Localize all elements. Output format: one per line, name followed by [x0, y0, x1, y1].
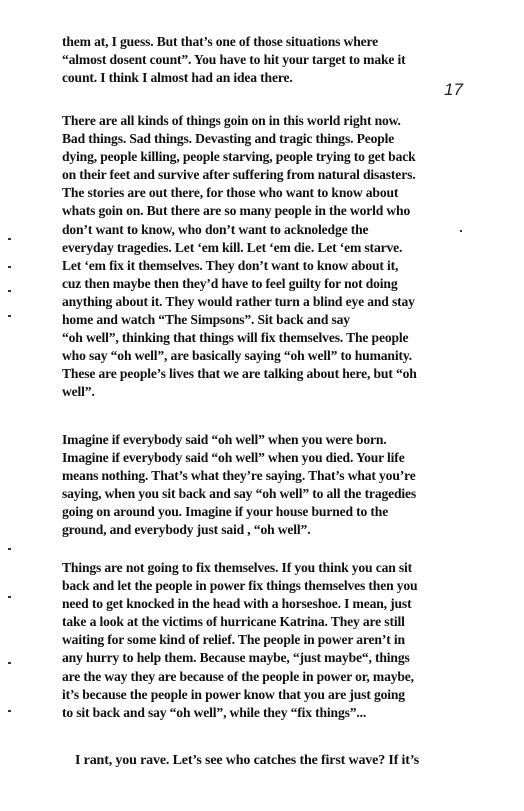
scan-speck — [460, 230, 462, 232]
text-line: take a look at the victims of hurricane Katrina. They are still — [62, 614, 405, 630]
text-line: on their feet and survive after suffering from natural disasters. — [62, 167, 416, 183]
scan-speck — [8, 596, 11, 598]
paragraph-2 — [62, 112, 417, 402]
text-line: don’t want to know, who don’t want to acknoledge the — [62, 221, 369, 237]
text-line: Bad things. Sad things. Devasting and tragic things. People — [62, 131, 395, 147]
scan-speck — [8, 315, 11, 317]
text-line: it’s because the people in power know that you are just going — [62, 686, 405, 702]
text-line: These are people’s lives that we are talking about here, but “oh — [62, 366, 417, 382]
text-line: “almost dosent count”. You have to hit your target to make it — [62, 52, 406, 68]
scan-speck — [8, 662, 11, 664]
text-line: The stories are out there, for those who want to know about — [62, 185, 399, 201]
text-line: whats goin on. But there are so many people in the world who — [62, 203, 411, 219]
text-line: “oh well”, thinking that things will fix themselves. The people — [62, 330, 409, 346]
text-line: There are all kinds of things goin on in this world right now. — [62, 113, 401, 128]
text-line: Things are not going to fix themselves. If you think you can sit — [62, 560, 413, 575]
text-line: them at, I guess. But that’s one of those situations where — [62, 34, 379, 49]
scan-speck — [8, 238, 11, 240]
page-number: 17 — [444, 80, 463, 99]
scan-speck — [8, 266, 11, 268]
text-line: waiting for some kind of relief. The people in power aren’t in — [62, 632, 405, 648]
paragraph-3 — [62, 431, 416, 540]
text-line: Imagine if everybody said “oh well” when you were born. — [62, 432, 387, 447]
scan-speck — [8, 710, 11, 712]
text-line: back and let the people in power fix things themselves then you — [62, 578, 418, 594]
text-line: well”. — [62, 384, 95, 400]
text-line: dying, people killing, people starving, people trying to get back — [62, 149, 416, 165]
text-line: to sit back and say “oh well”, while they “fix things”... — [62, 704, 367, 720]
text-line: I rant, you rave. Let’s see who catches the first wave? If it’s — [75, 753, 420, 768]
text-line: count. I think I almost had an idea there. — [62, 70, 293, 86]
text-line: going on around you. Imagine if your house burned to the — [62, 504, 389, 520]
text-line: cuz then maybe then they’d have to feel guilty for not doing — [62, 275, 398, 291]
text-line: are the way they are because of the people in power or, maybe, — [62, 668, 414, 684]
paragraph-5 — [75, 752, 419, 770]
text-line: ground, and everybody just said , “oh well”. — [62, 522, 311, 538]
text-line: everyday tragedies. Let ‘em kill. Let ‘em die. Let ‘em starve. — [62, 239, 403, 255]
paragraph-4 — [62, 559, 417, 722]
text-line: Let ‘em fix it themselves. They don’t want to know about it, — [62, 257, 399, 273]
scan-speck — [8, 290, 11, 292]
text-line: Imagine if everybody said “oh well” when you died. Your life — [62, 450, 405, 466]
text-line: saying, when you sit back and say “oh well” to all the tragedies — [62, 486, 417, 502]
paragraph-1 — [62, 33, 406, 87]
text-line: anything about it. They would rather turn a blind eye and stay — [62, 293, 415, 309]
text-line: home and watch “The Simpsons”. Sit back and say — [62, 312, 350, 328]
text-line: need to get knocked in the head with a horseshoe. I mean, just — [62, 596, 412, 612]
text-line: who say “oh well”, are basically saying “oh well” to humanity. — [62, 348, 412, 364]
scan-speck — [8, 548, 11, 550]
text-line: any hurry to help them. Because maybe, “just maybe“, things — [62, 650, 410, 666]
text-line: means nothing. That’s what they’re saying. That’s what you’re — [62, 468, 416, 484]
